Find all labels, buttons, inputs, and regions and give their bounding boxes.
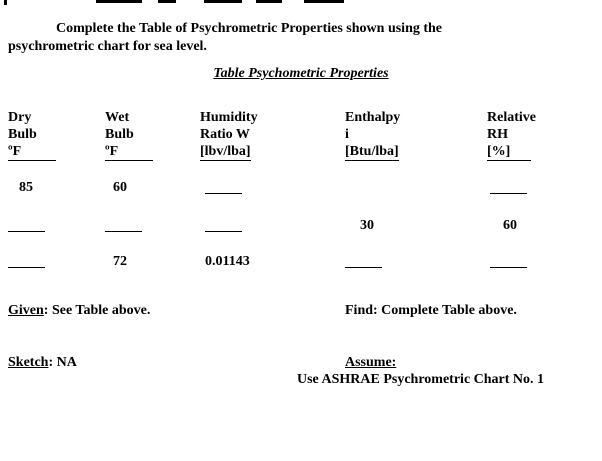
text-fragment [256, 0, 282, 3]
column-header-wet-bulb [105, 109, 200, 161]
column-header-dry-bulb [8, 109, 105, 161]
cell-value: 60 [113, 180, 127, 195]
blank-field [490, 179, 527, 194]
text-fragment [96, 0, 142, 3]
assumption-text: Use ASHRAE Psychrometric Chart No. 1 [297, 372, 545, 387]
header-line: RH [487, 127, 508, 142]
table-row [0, 179, 602, 198]
cell-value: 85 [19, 180, 33, 195]
cell-wet-bulb [105, 179, 200, 199]
given-label: Given [8, 303, 44, 318]
cell-relative-humidity [487, 179, 602, 199]
table-title-wrap [0, 66, 602, 82]
cell-dry-bulb [8, 217, 105, 237]
cell-value: 0.01143 [205, 254, 250, 269]
text-fragment [4, 0, 7, 5]
blank-field [345, 253, 382, 268]
problem-statement [8, 20, 590, 56]
given-text [8, 303, 150, 319]
cell-enthalpy [345, 217, 487, 237]
text-fragment [158, 0, 176, 3]
cell-wet-bulb [105, 217, 200, 237]
header-line: Bulb [105, 127, 134, 142]
assumption-line [0, 372, 602, 391]
text-fragment [204, 0, 242, 3]
header-line: Relative [487, 110, 536, 125]
header-unit: ºF [8, 143, 56, 161]
cell-humidity-ratio [200, 253, 345, 273]
header-unit: [Btu/lba] [345, 144, 399, 159]
header-line: i [345, 127, 349, 142]
table-header-row [0, 109, 602, 161]
cell-humidity-ratio [200, 217, 345, 237]
blank-field [205, 179, 242, 194]
cell-humidity-ratio [200, 179, 345, 199]
cell-dry-bulb [8, 253, 105, 273]
cell-value: 72 [113, 254, 127, 269]
cell-dry-bulb [8, 179, 105, 199]
cell-enthalpy [345, 179, 487, 199]
sketch-rest: : NA [48, 355, 77, 370]
header-line: Humidity [200, 110, 258, 125]
cell-value: 30 [360, 218, 374, 233]
blank-field [8, 253, 45, 268]
cell-enthalpy [345, 253, 487, 273]
sketch-text [8, 355, 77, 371]
header-line: Bulb [8, 127, 37, 142]
cell-relative-humidity [487, 217, 602, 237]
header-line: Dry [8, 110, 32, 125]
column-header-humidity-ratio [200, 109, 345, 161]
blank-field [105, 217, 142, 232]
given-find-line [0, 303, 602, 322]
header-unit: [lbv/lba] [200, 144, 251, 159]
cell-wet-bulb [105, 253, 200, 273]
blank-field [205, 217, 242, 232]
column-header-enthalpy [345, 109, 487, 161]
header-line: Enthalpy [345, 110, 401, 125]
cell-relative-humidity [487, 253, 602, 273]
column-header-relative-humidity [487, 109, 602, 161]
table-title: Table Psychometric Properties [213, 66, 389, 81]
text-fragment [304, 0, 344, 3]
problem-statement-line2: psychrometric chart for sea level. [8, 39, 207, 54]
header-line: Wet [105, 110, 130, 125]
cell-value: 60 [503, 218, 517, 233]
header-unit: [%] [487, 143, 531, 161]
sketch-label: Sketch [8, 355, 49, 370]
problem-statement-line1: Complete the Table of Psychrometric Properties shown using the [56, 21, 443, 36]
blank-field [8, 217, 45, 232]
header-line: Ratio W [200, 127, 250, 142]
blank-field [490, 253, 527, 268]
table-row [0, 217, 602, 236]
given-rest: : See Table above. [43, 303, 151, 318]
find-text: Find: Complete Table above. [345, 303, 517, 318]
assume-label: Assume: [345, 355, 397, 370]
header-unit: ºF [105, 143, 153, 161]
table-row [0, 253, 602, 272]
